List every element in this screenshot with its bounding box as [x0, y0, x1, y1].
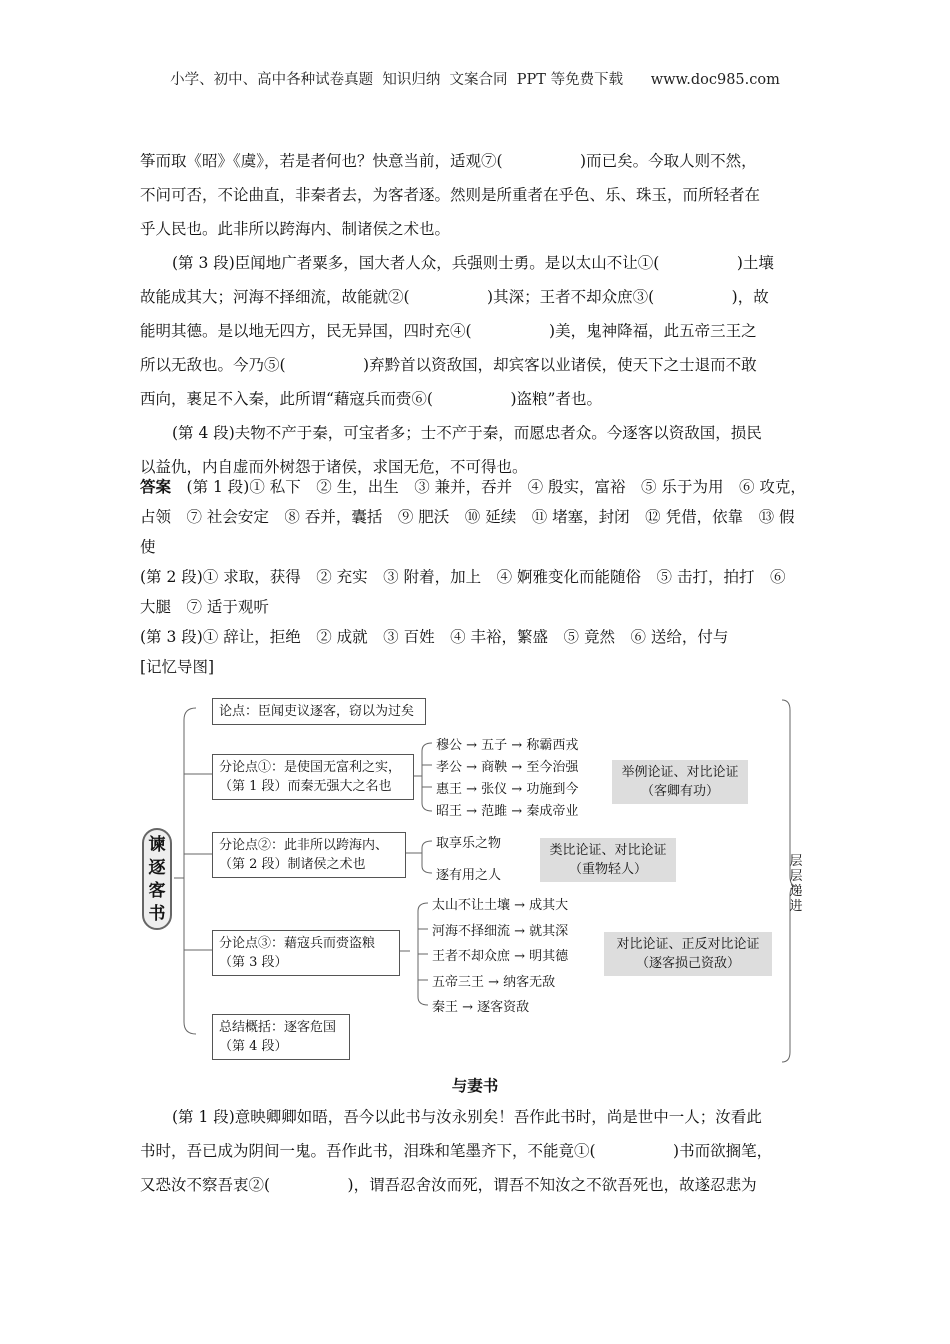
- point3-item: 秦王 → 逐客资敌: [432, 1000, 530, 1015]
- answers-block: [140, 472, 816, 682]
- answer-line: 大腿 ⑦ 适于观听: [140, 598, 269, 616]
- text-line: 故能成其大；河海不择细流，故能就②( )其深；王者不却众庶③( )，故: [140, 288, 769, 306]
- point2-item: 逐有用之人: [436, 868, 502, 883]
- mindmap-heading: [记忆导图]: [140, 658, 215, 676]
- mind-map: [140, 696, 820, 1066]
- page-header: 小学、初中、高中各种试卷真题 知识归纳 文案合同 PPT 等免费下载 www.doc985.com: [170, 72, 780, 88]
- point1-item: 昭王 → 范雎 → 秦成帝业: [436, 804, 579, 819]
- summary-box: 总结概括：逐客危国 （第 4 段）: [212, 1014, 350, 1060]
- text-line: (第 4 段)夫物不产于秦，可宝者多；士不产于秦，而愿忠者众。今逐客以资敌国，损民: [172, 424, 762, 442]
- point1-box: 分论点①：是使国无富利之实， （第 1 段）而秦无强大之名也: [212, 754, 414, 800]
- text-line: (第 3 段)臣闻地广者粟多，国大者人众，兵强则士勇。是以太山不让①( )土壤: [172, 254, 774, 272]
- side-label: 层层递进: [789, 854, 803, 914]
- answers-label: 答案: [140, 478, 172, 496]
- point3-item: 王者不却众庶 → 明其德: [432, 949, 569, 964]
- point3-item: 河海不择细流 → 就其深: [432, 924, 569, 939]
- point3-item: 太山不让土壤 → 成其大: [432, 898, 569, 913]
- text-line: 以益仇，内自虚而外树怨于诸侯，求国无危，不可得也。: [140, 458, 528, 476]
- point1-method: 举例论证、对比论证 （客卿有功）: [612, 760, 748, 804]
- answer-line: 占领 ⑦ 社会安定 ⑧ 吞并，囊括 ⑨ 肥沃 ⑩ 延续 ⑪ 堵塞，封闭 ⑫ 凭借，依靠 ⑬ 假: [140, 508, 795, 526]
- text-line: 能明其德。是以地无四方，民无异国，四时充④( )美，鬼神降福，此五帝三王之: [140, 322, 757, 340]
- point3-method: 对比论证、正反对比论证 （逐客损己资敌）: [604, 932, 772, 976]
- answer-line: (第 2 段)① 求取，获得 ② 充实 ③ 附着，加上 ④ 婀雅变化而能随俗 ⑤ 击打，拍打 ⑥: [140, 568, 786, 586]
- section-title: 与妻书: [451, 1077, 499, 1095]
- point3-box: 分论点③：藉寇兵而赍盗粮 （第 3 段）: [212, 930, 400, 976]
- text-line: (第 1 段)意映卿卿如晤，吾今以此书与汝永别矣！吾作此书时，尚是世中一人；汝看此: [172, 1108, 762, 1126]
- point2-box: 分论点②：此非所以跨海内、 （第 2 段）制诸侯之术也: [212, 832, 406, 878]
- point2-method: 类比论证、对比论证 （重物轻人）: [540, 838, 676, 882]
- point2-item: 取享乐之物: [436, 836, 502, 851]
- thesis-box: 论点：臣闻吏议逐客，窃以为过矣: [212, 698, 426, 725]
- body-text: [140, 144, 816, 484]
- text-line: 筝而取《昭》《虞》，若是者何也？快意当前，适观⑦( )而已矣。今取人则不然，: [140, 152, 757, 170]
- answer-line: (第 1 段)① 私下 ② 生，出生 ③ 兼并，吞并 ④ 殷实，富裕 ⑤ 乐于为用 ⑥ 攻克，: [186, 478, 806, 496]
- point1-item: 孝公 → 商鞅 → 至今治强: [436, 760, 579, 775]
- text-line: 书时，吾已成为阴间一鬼。吾作此书，泪珠和笔墨齐下，不能竟①( )书而欲搁笔，: [140, 1142, 773, 1160]
- point1-item: 穆公 → 五子 → 称霸西戎: [436, 738, 579, 753]
- answer-line: (第 3 段)① 辞让，拒绝 ② 成就 ③ 百姓 ④ 丰裕，繁盛 ⑤ 竟然 ⑥ 送给，付与: [140, 628, 729, 646]
- answer-line: 使: [140, 538, 156, 556]
- text-line: 乎人民也。此非所以跨海内、制诸侯之术也。: [140, 220, 451, 238]
- text-line: 又恐汝不察吾衷②( )，谓吾忍舍汝而死，谓吾不知汝之不欲吾死也，故遂忍悲为: [140, 1176, 757, 1194]
- tail-text: [140, 1100, 816, 1202]
- text-line: 西向，裹足不入秦，此所谓“藉寇兵而赍⑥( )盗粮”者也。: [140, 390, 602, 408]
- text-line: 不问可否，不论曲直，非秦者去，为客者逐。然则是所重者在乎色、乐、珠玉，而所轻者在: [140, 186, 761, 204]
- mind-map-root: 谏逐客书: [142, 828, 172, 930]
- point3-item: 五帝三王 → 纳客无敌: [432, 975, 556, 990]
- point1-item: 惠王 → 张仪 → 功施到今: [436, 782, 579, 797]
- text-line: 所以无敌也。今乃⑤( )弃黔首以资敌国，却宾客以业诸侯，使天下之士退而不敢: [140, 356, 757, 374]
